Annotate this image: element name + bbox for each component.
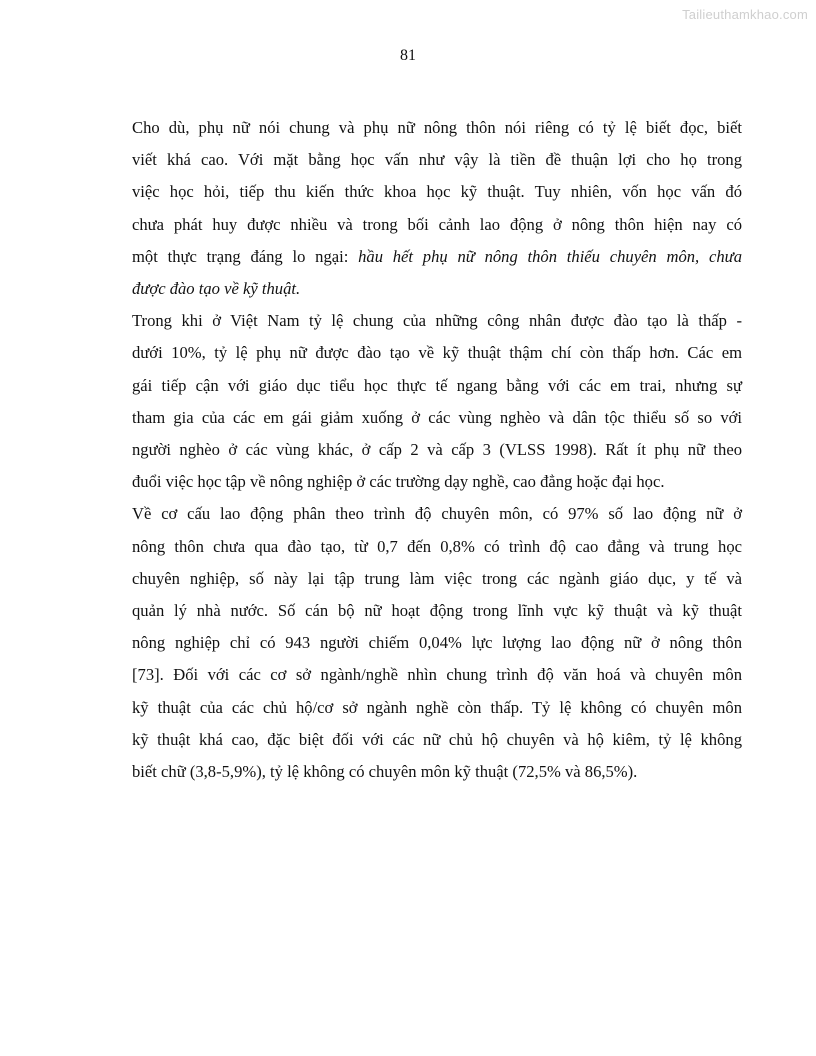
text-line: biết chữ (3,8-5,9%), tỷ lệ không có chuyên môn kỹ thuật (72,5% và 86,5%). <box>132 762 638 782</box>
text-line <box>132 273 742 305</box>
text-line: chuyên nghiệp, số này lại tập trung làm việc trong các ngành giáo dục, y tế và <box>132 568 742 588</box>
text-line: Cho dù, phụ nữ nói chung và phụ nữ nông thôn nói riêng có tỷ lệ biết đọc, biết <box>132 118 742 137</box>
text-line: kỹ thuật khá cao, đặc biệt đối với các nữ chủ hộ chuyên và hộ kiêm, tỷ lệ không <box>132 729 742 749</box>
text-line: dưới 10%, tỷ lệ phụ nữ được đào tạo về kỹ thuật thậm chí còn thấp hơn. Các em <box>132 343 742 363</box>
page-number: 81 <box>400 47 416 64</box>
document-body <box>132 112 742 788</box>
text-line: nông thôn chưa qua đào tạo, từ 0,7 đến 0,8% có trình độ cao đẳng và trung học <box>132 536 742 556</box>
paragraph <box>132 305 742 498</box>
text-line: việc học hỏi, tiếp thu kiến thức khoa học kỹ thuật. Tuy nhiên, vốn học vấn đó <box>132 182 742 202</box>
paragraph <box>132 498 742 788</box>
text-line: gái tiếp cận với giáo dục tiểu học thực tế ngang bằng với các em trai, nhưng sự <box>132 375 742 395</box>
text-line: [73]. Đối với các cơ sở ngành/nghề nhìn chung trình độ văn hoá và chuyên môn <box>132 665 742 685</box>
italic-text-run: hầu hết phụ nữ nông thôn thiếu chuyên môn, chưa <box>358 246 742 266</box>
watermark: Tailieuthamkhao.com <box>682 7 808 22</box>
text-line <box>132 241 742 273</box>
text-line: Về cơ cấu lao động phân theo trình độ chuyên môn, có 97% số lao động nữ ở <box>132 504 742 524</box>
text-line: quản lý nhà nước. Số cán bộ nữ hoạt động trong lĩnh vực kỹ thuật và kỹ thuật <box>132 601 742 621</box>
text-line: đuổi việc học tập về nông nghiệp ở các trường dạy nghề, cao đẳng hoặc đại học. <box>132 472 665 492</box>
text-line: Trong khi ở Việt Nam tỷ lệ chung của những công nhân được đào tạo là thấp - <box>132 311 742 331</box>
text-line: viết khá cao. Với mặt bằng học vấn như vậy là tiền đề thuận lợi cho họ trong <box>132 150 742 170</box>
paragraph <box>132 112 742 305</box>
text-line: người nghèo ở các vùng khác, ở cấp 2 và cấp 3 (VLSS 1998). Rất ít phụ nữ theo <box>132 440 742 460</box>
italic-text-run: được đào tạo về kỹ thuật. <box>132 279 301 299</box>
text-line: tham gia của các em gái giảm xuống ở các vùng nghèo và dân tộc thiểu số so với <box>132 407 742 427</box>
text-line: kỹ thuật của các chủ hộ/cơ sở ngành nghề còn thấp. Tỷ lệ không có chuyên môn <box>132 697 742 717</box>
text-line: chưa phát huy được nhiều và trong bối cảnh lao động ở nông thôn hiện nay có <box>132 214 742 234</box>
text-run: một thực trạng đáng lo ngại: <box>132 246 359 266</box>
text-line: nông nghiệp chỉ có 943 người chiếm 0,04% lực lượng lao động nữ ở nông thôn <box>132 633 742 653</box>
